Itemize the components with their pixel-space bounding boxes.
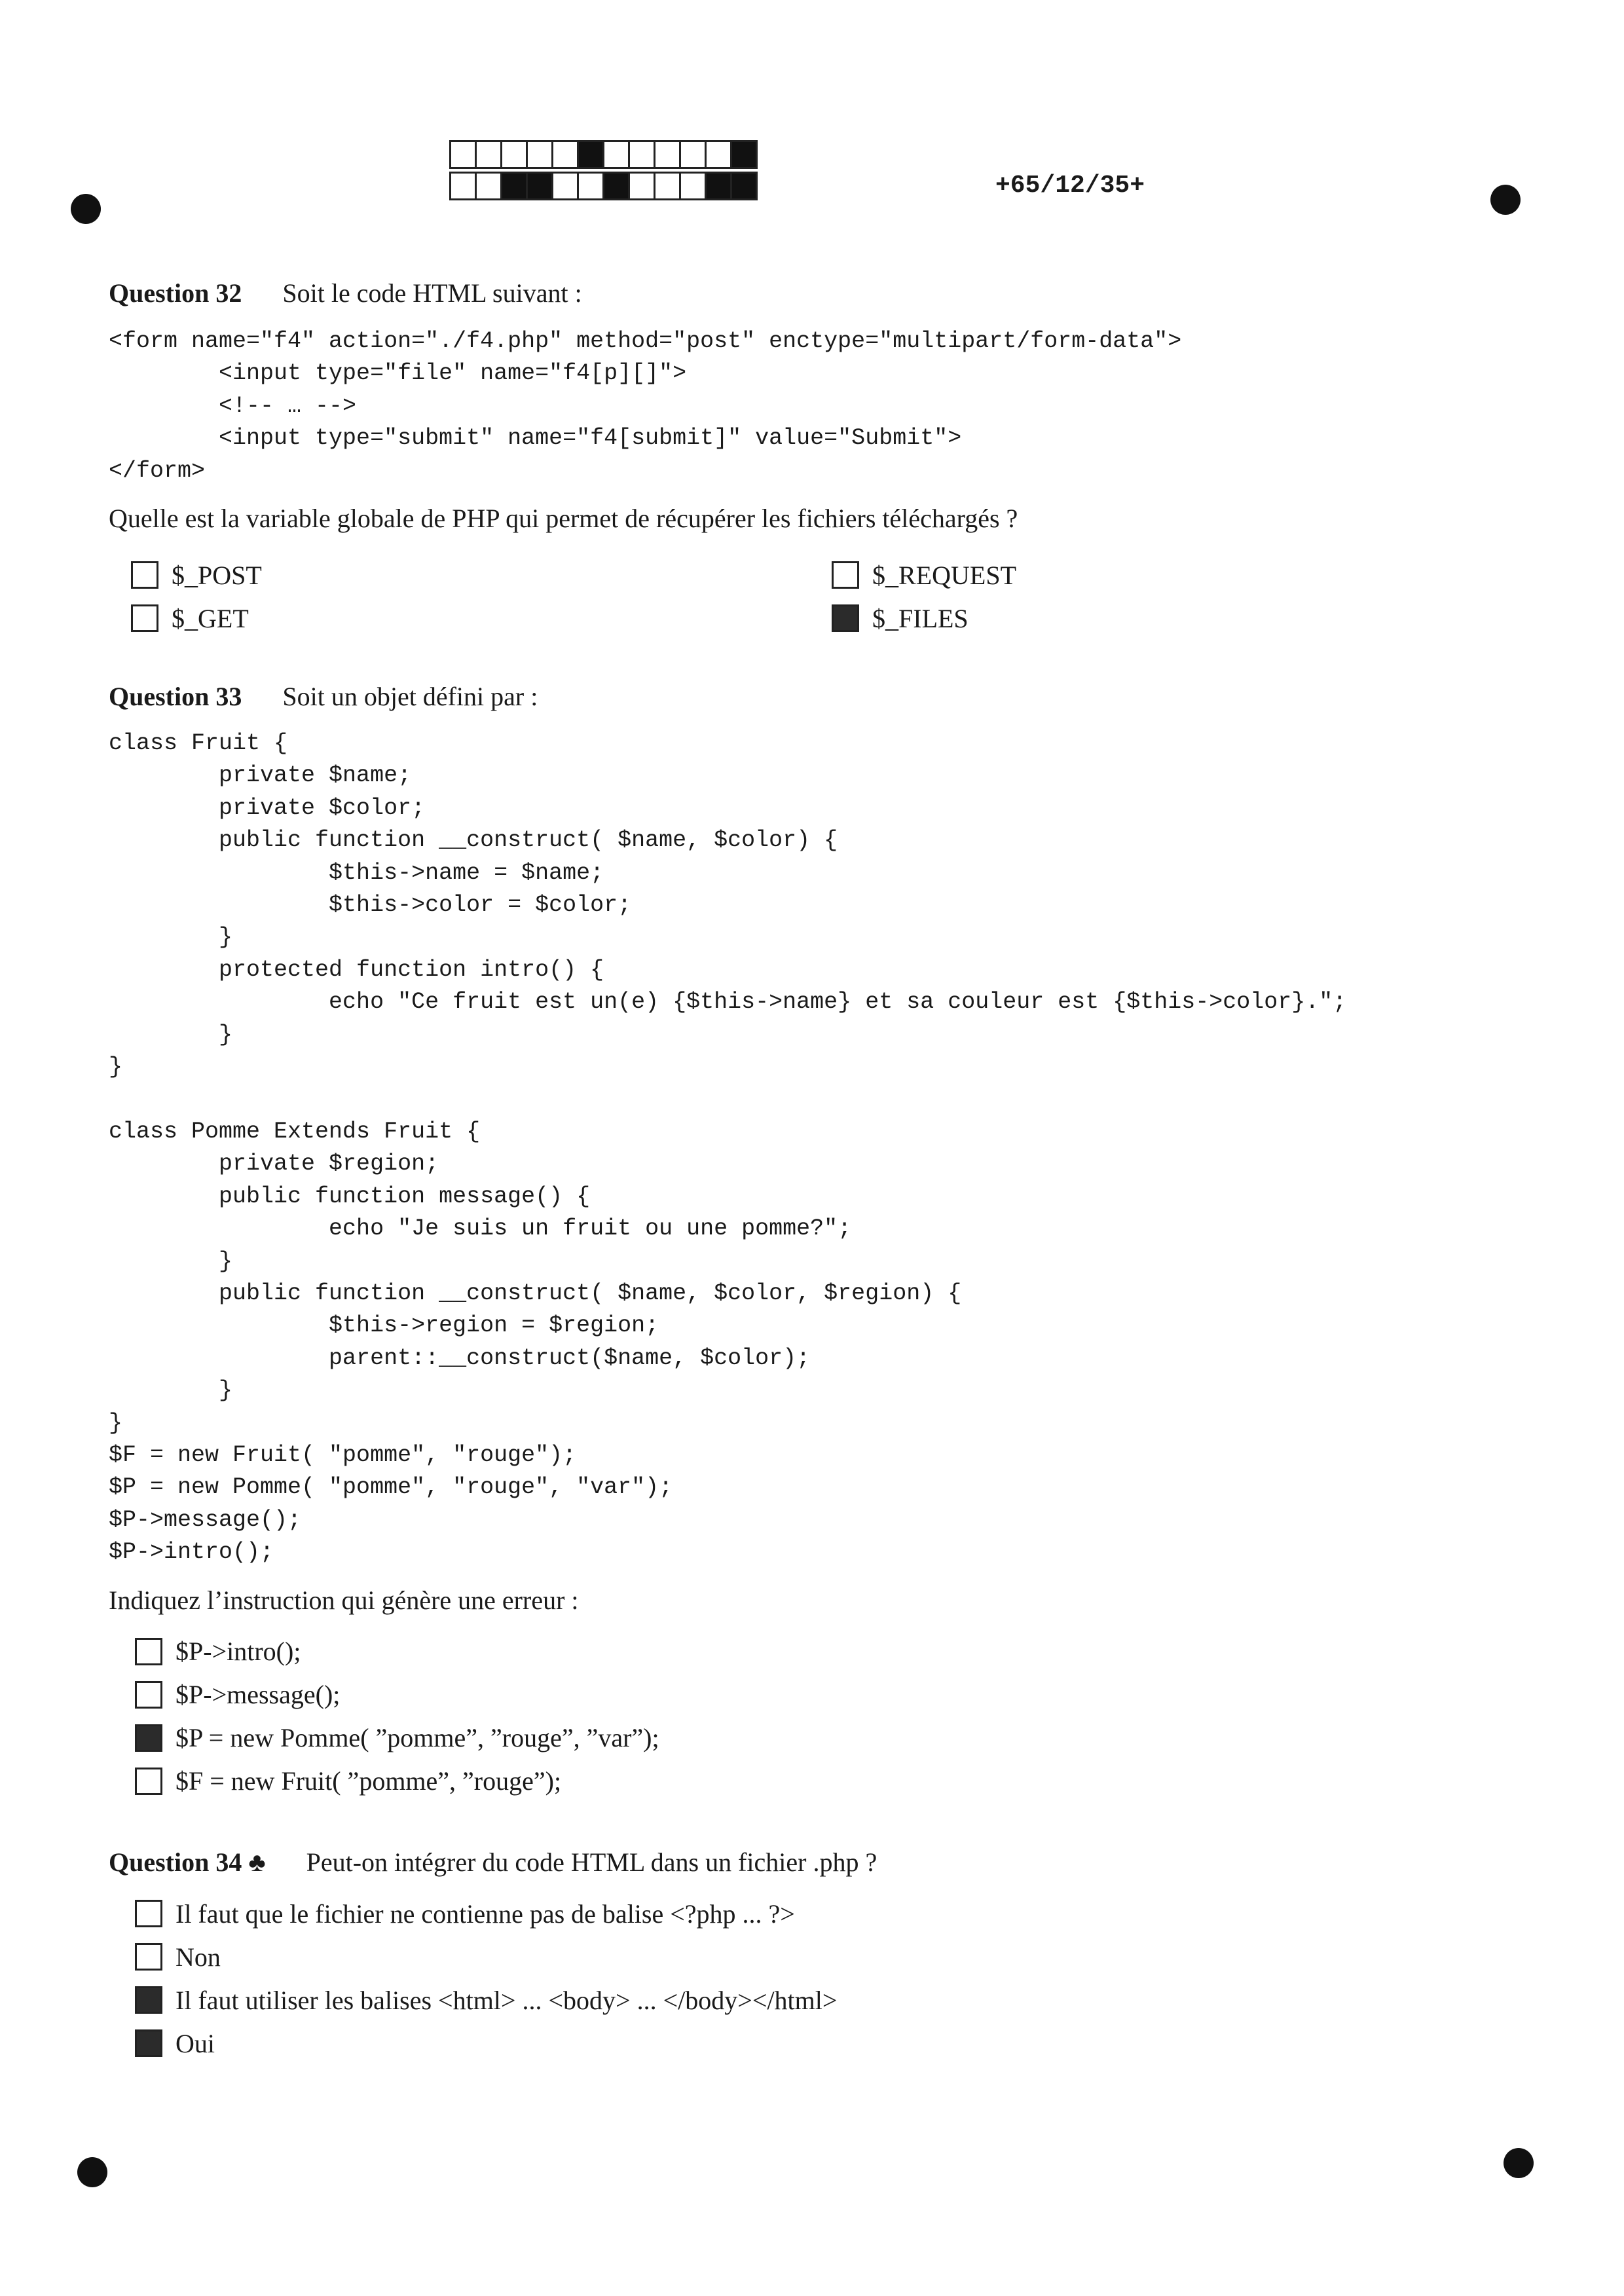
answer-label: $_POST xyxy=(172,560,262,590)
registration-mark-bottom-right xyxy=(1504,2148,1534,2178)
answer-label: Il faut utiliser les balises <html> ... <body> ... </body></html> xyxy=(175,1985,838,2015)
answer-label: $_REQUEST xyxy=(872,560,1016,590)
answer-option[interactable] xyxy=(135,1673,1346,1716)
answer-option[interactable] xyxy=(135,1716,1346,1760)
answer-options xyxy=(131,553,1181,640)
question-intro: Soit un objet défini par : xyxy=(282,682,538,711)
answer-option[interactable] xyxy=(135,1892,877,1935)
barcode-cell-empty xyxy=(602,140,630,169)
checkbox-checked[interactable] xyxy=(135,1724,162,1752)
question-header xyxy=(109,681,1346,712)
question-header xyxy=(109,278,1181,308)
checkbox-checked[interactable] xyxy=(135,1986,162,2014)
checkbox-checked[interactable] xyxy=(135,2029,162,2057)
answer-option[interactable] xyxy=(131,553,832,597)
question-prompt: Quelle est la variable globale de PHP qui permet de récupérer les fichiers téléchargés ? xyxy=(109,504,1018,534)
question-label: Question 34 ♣ xyxy=(109,1847,266,1877)
barcode-cell-filled xyxy=(730,172,758,200)
answer-option[interactable] xyxy=(832,553,1159,597)
checkbox-empty[interactable] xyxy=(131,561,158,589)
question-intro: Soit le code HTML suivant : xyxy=(282,278,582,308)
barcode-cell-empty xyxy=(500,140,528,169)
answer-label: $_FILES xyxy=(872,603,969,633)
barcode-cell-empty xyxy=(449,140,477,169)
answer-label: $P = new Pomme( ”pomme”, ”rouge”, ”var”); xyxy=(175,1723,659,1753)
answer-option[interactable] xyxy=(131,597,832,640)
question-prompt: Indiquez l’instruction qui génère une erreur : xyxy=(109,1585,579,1615)
barcode-row-1 xyxy=(449,140,756,169)
barcode-cell-empty xyxy=(526,140,553,169)
checkbox-empty[interactable] xyxy=(131,604,158,632)
barcode-cell-empty xyxy=(679,172,707,200)
barcode-cell-empty xyxy=(475,172,502,200)
checkbox-empty[interactable] xyxy=(832,561,859,589)
answer-label: $P->intro(); xyxy=(175,1637,301,1667)
answer-label: $F = new Fruit( ”pomme”, ”rouge”); xyxy=(175,1766,562,1796)
question-header xyxy=(109,1847,877,1878)
registration-mark-bottom-left xyxy=(77,2157,107,2187)
answer-option[interactable] xyxy=(135,1760,1346,1803)
checkbox-checked[interactable] xyxy=(832,604,859,632)
barcode-cell-filled xyxy=(526,172,553,200)
registration-mark-top-right xyxy=(1490,185,1521,215)
code-block: <form name="f4" action="./f4.php" method="post" enctype="multipart/form-data"> <input type="file" name="f4[p][]"> <!-- … --> <input type="submit" name="f4[submit]" value="Submit"> </form> xyxy=(109,328,1182,484)
barcode-cell-filled xyxy=(602,172,630,200)
answer-label: Il faut que le fichier ne contienne pas de balise <?php ... ?> xyxy=(175,1898,795,1929)
checkbox-empty[interactable] xyxy=(135,1768,162,1795)
answer-option[interactable] xyxy=(135,1630,1346,1673)
barcode-cell-empty xyxy=(577,172,604,200)
answer-option[interactable] xyxy=(135,2022,877,2065)
barcode-cell-empty xyxy=(628,140,655,169)
question-label: Question 33 xyxy=(109,682,242,711)
barcode-cell-empty xyxy=(679,140,707,169)
barcode-cell-empty xyxy=(654,172,681,200)
answer-label: Non xyxy=(175,1942,221,1972)
barcode-cell-empty xyxy=(475,140,502,169)
checkbox-empty[interactable] xyxy=(135,1943,162,1971)
question-label: Question 32 xyxy=(109,278,242,308)
question-33 xyxy=(109,681,1346,1803)
answer-option[interactable] xyxy=(135,1935,877,1978)
answer-options xyxy=(135,1630,1346,1803)
answer-label: $_GET xyxy=(172,603,249,633)
checkbox-empty[interactable] xyxy=(135,1900,162,1927)
barcode-cell-empty xyxy=(449,172,477,200)
answer-options xyxy=(135,1892,877,2065)
barcode-cell-empty xyxy=(628,172,655,200)
checkbox-empty[interactable] xyxy=(135,1638,162,1665)
question-32 xyxy=(109,278,1181,640)
page-id: +65/12/35+ xyxy=(995,172,1145,200)
barcode-row-2 xyxy=(449,172,756,200)
answer-label: Oui xyxy=(175,2028,215,2058)
barcode-cell-filled xyxy=(577,140,604,169)
barcode-cell-empty xyxy=(654,140,681,169)
answer-label: $P->message(); xyxy=(175,1680,341,1710)
question-34 xyxy=(109,1847,877,2065)
barcode-cell-empty xyxy=(551,172,579,200)
answer-option[interactable] xyxy=(135,1978,877,2022)
barcode-cell-filled xyxy=(705,172,732,200)
barcode-cell-empty xyxy=(551,140,579,169)
checkbox-empty[interactable] xyxy=(135,1681,162,1709)
barcode-cell-filled xyxy=(500,172,528,200)
question-intro: Peut-on intégrer du code HTML dans un fichier .php ? xyxy=(306,1847,877,1877)
barcode-cell-filled xyxy=(730,140,758,169)
code-block: class Fruit { private $name; private $color; public function __construct( $name, $color) { $this->name = $name; $this->color = $color; } protected function intro() { echo "Ce fruit est un(e) {$this->name} et sa couleur est {$this->color}."; } } class Pomme Extends Fruit { private $region; public function message() { echo "Je suis un fruit ou une pomme?"; } public function __construct( $name, $color, $region) { $this->region = $region; parent::__construct($name, $color); } } $F = new Fruit( "pomme", "rouge"); $P = new Pomme( "pomme", "rouge", "var"); $P->message(); $P->intro(); xyxy=(109,730,1347,1566)
answer-option[interactable] xyxy=(832,597,1159,640)
registration-mark-top-left xyxy=(71,194,101,224)
barcode-cell-empty xyxy=(705,140,732,169)
